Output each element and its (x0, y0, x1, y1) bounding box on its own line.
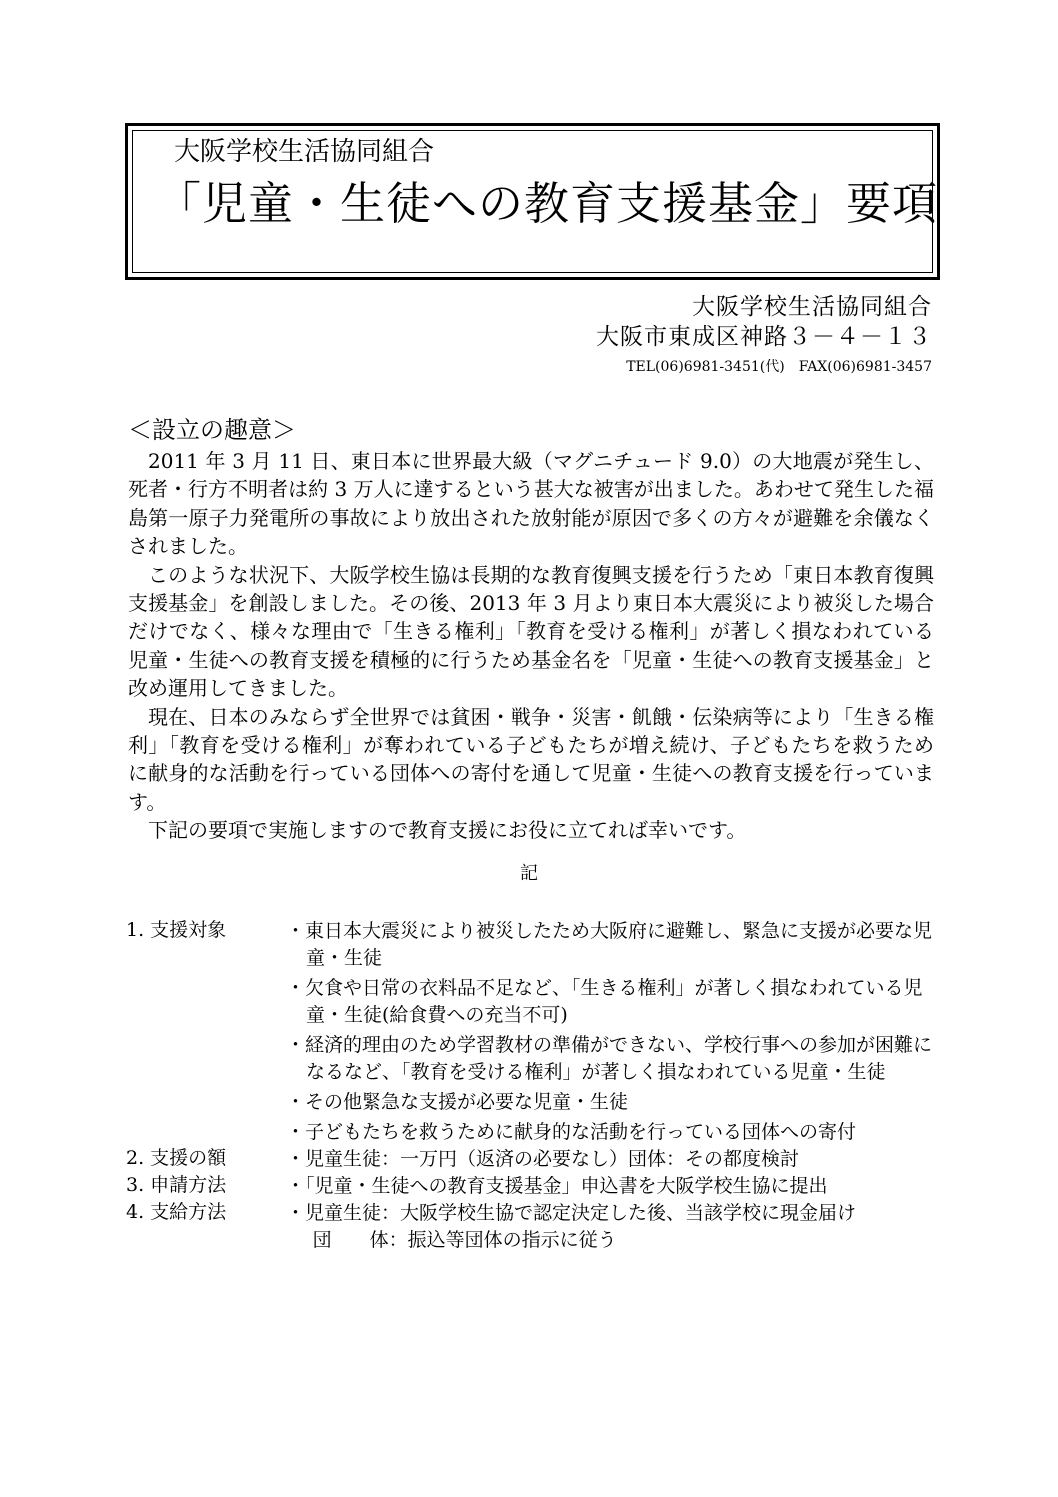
item-bullet: ・子どもたちを救うために献身的な活動を行っている団体への寄付 (286, 1121, 857, 1143)
item-label: 4. 支給方法 (126, 1201, 227, 1223)
issuer-address: 大阪市東成区神路３－４－１３ (596, 324, 932, 350)
item-bullet: ・児童生徒：大阪学校生協で認定決定した後、当該学校に現金届け (286, 1202, 857, 1224)
intro-paragraph: 2011 年 3 月 11 日、東日本に世界最大級（マグニチュード 9.0）の大地震が発生し、死者・行方不明者は約 3 万人に達するという甚大な被害が出ました。あわせて発生した福島第一原子力発電所の事故により放出された放射能が原因で多くの方々が避難を余儀なくされました。 (128, 449, 934, 559)
issuer-block (596, 292, 932, 380)
title-box (125, 123, 940, 280)
item-bullet: ・欠食や日常の衣料品不足など、「生きる権利」が著しく損なわれている児童・生徒(給食費への充当不可) (286, 977, 923, 1026)
item-support-target (126, 918, 941, 1146)
item-bullet: ・東日本大震災により被災したため大阪府に避難し、緊急に支援が必要な児童・生徒 (286, 920, 933, 969)
item-support-amount (126, 1146, 941, 1173)
item-label: 3. 申請方法 (126, 1174, 227, 1196)
item-body (286, 918, 941, 1146)
document-title: 「児童・生徒への教育支援基金」要項 (156, 177, 939, 230)
items-list (126, 918, 941, 1254)
intro-text (128, 447, 934, 845)
item-application-method (126, 1173, 941, 1200)
issuer-name: 大阪学校生活協同組合 (692, 294, 932, 320)
issuer-contact: TEL(06)6981-3451(代) FAX(06)6981-3457 (626, 359, 932, 375)
item-bullet: ・経済的理由のため学習教材の準備ができない、学校行事への参加が困難になるなど、「教育を受ける権利」が著しく損なわれている児童・生徒 (286, 1034, 933, 1083)
item-bullet: ・児童生徒：一万円（返済の必要なし）団体：その都度検討 (286, 1148, 800, 1170)
item-sub-line: 団 体：振込等団体の指示に従う (312, 1229, 617, 1251)
header-organization: 大阪学校生活協同組合 (174, 137, 435, 167)
item-payment-method (126, 1200, 941, 1254)
ki-marker: 記 (520, 863, 538, 884)
item-body (286, 1200, 941, 1254)
item-bullet: ・「児童・生徒への教育支援基金」申込書を大阪学校生協に提出 (286, 1175, 828, 1197)
section-heading: ＜設立の趣意＞ (128, 416, 296, 444)
item-bullet: ・その他緊急な支援が必要な児童・生徒 (286, 1091, 629, 1113)
item-body (286, 1146, 941, 1173)
item-label: 2. 支援の額 (126, 1147, 227, 1169)
intro-paragraph: 現在、日本のみならず全世界では貧困・戦争・災害・飢餓・伝染病等により「生きる権利」「教育を受ける権利」が奪われている子どもたちが増え続け、子どもたちを救うために献身的な活動を行っている団体への寄付を通して児童・生徒への教育支援を行っています。 (128, 704, 934, 814)
item-label: 1. 支援対象 (126, 919, 227, 941)
item-body (286, 1173, 941, 1200)
intro-paragraph: このような状況下、大阪学校生協は長期的な教育復興支援を行うため「東日本教育復興支援基金」を創設しました。その後、2013 年 3 月より東日本大震災により被災した場合だけでなく、様々な理由で「生きる権利」「教育を受ける権利」が著しく損なわれている児童・生徒への教育支援を積極的に行うため基金名を「児童・生徒への教育支援基金」と改め運用してきました。 (128, 562, 934, 701)
intro-paragraph: 下記の要項で実施しますので教育支援にお役に立てれば幸いです。 (148, 818, 747, 843)
